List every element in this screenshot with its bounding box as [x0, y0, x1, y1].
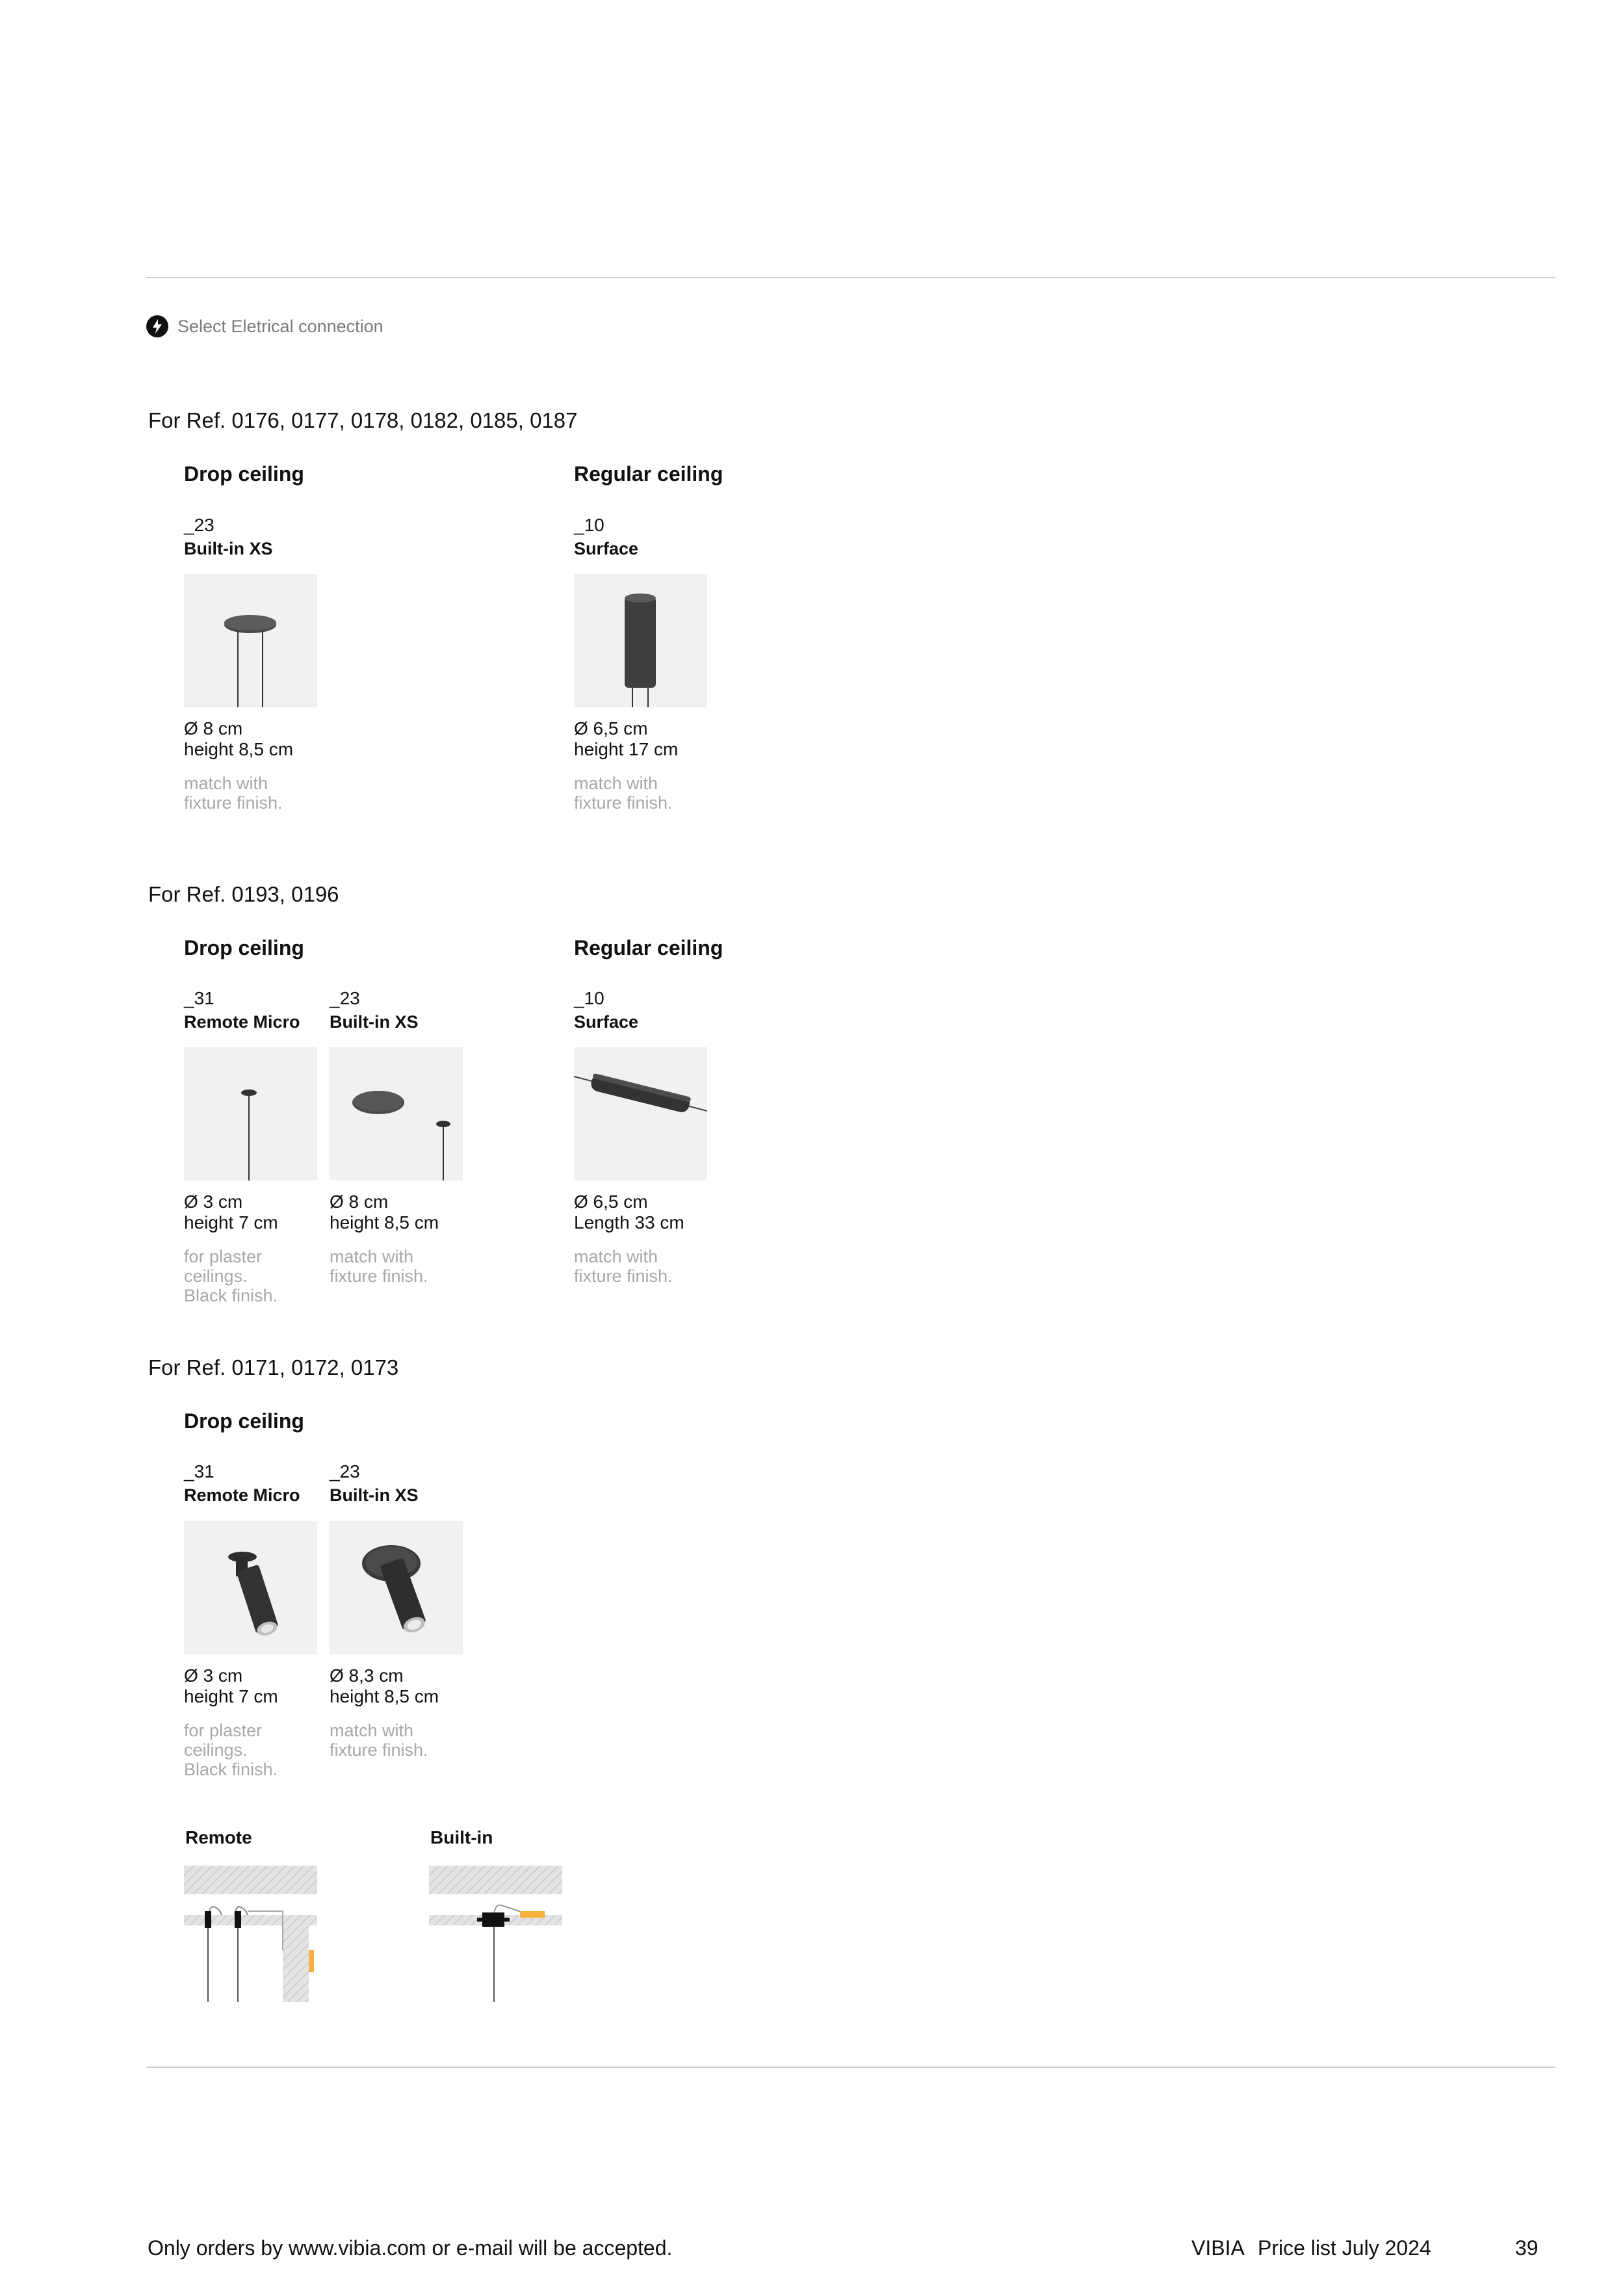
option-note-line: Black finish. [184, 1760, 278, 1779]
product-image-built-in-xs [184, 574, 317, 707]
product-image-remote-micro [184, 1047, 317, 1181]
option-diameter: Ø 8 cm [330, 1192, 389, 1212]
option-height: height 8,5 cm [330, 1686, 439, 1706]
option-note-line: match with [184, 774, 268, 793]
option-height: height 17 cm [574, 739, 679, 759]
option-note-line: match with [330, 1247, 414, 1266]
option-name: Surface [574, 539, 639, 558]
group-title-drop-ceiling: Drop ceiling [184, 462, 304, 486]
option-diameter: Ø 6,5 cm [574, 718, 648, 738]
option-name: Built-in XS [330, 1012, 419, 1032]
option-code: _23 [330, 1461, 360, 1481]
option-code: _23 [184, 515, 214, 535]
diagram-label-built-in: Built-in [430, 1827, 493, 1847]
option-card[interactable] [330, 1460, 419, 1507]
product-image-built-in-xs-spot [330, 1521, 463, 1654]
electrical-connection-hint [146, 315, 383, 337]
product-image-built-in-xs [330, 1047, 463, 1181]
option-note-line: for plaster [184, 1721, 263, 1740]
option-height: height 7 cm [184, 1686, 278, 1706]
option-note-line: Black finish. [184, 1286, 278, 1305]
option-note-line: ceilings. [184, 1266, 248, 1286]
section-title: For Ref. 0176, 0177, 0178, 0182, 0185, 0187 [148, 408, 578, 432]
hint-text: Select Eletrical connection [177, 316, 383, 336]
option-note-line: match with [330, 1721, 414, 1740]
option-code: _10 [574, 988, 604, 1008]
option-note-line: fixture finish. [330, 1266, 428, 1286]
option-height: height 8,5 cm [184, 739, 294, 759]
option-note-line: ceilings. [184, 1740, 248, 1760]
option-note-line: match with [574, 774, 658, 793]
section-title: For Ref. 0193, 0196 [148, 882, 339, 906]
option-height: height 8,5 cm [330, 1212, 439, 1233]
product-image-surface-linear [574, 1047, 707, 1181]
option-note-line: fixture finish. [574, 1266, 673, 1286]
price-list-label: Price list July 2024 [1258, 2236, 1431, 2260]
order-notice: Only orders by www.vibia.com or e-mail will be accepted. [148, 2236, 673, 2260]
driver-marker [520, 1911, 545, 1918]
option-code: _31 [184, 988, 214, 1008]
driver-marker [309, 1950, 314, 1972]
option-note-line: match with [574, 1247, 658, 1266]
section-title: For Ref. 0171, 0172, 0173 [148, 1355, 399, 1379]
option-diameter: Ø 3 cm [184, 1192, 243, 1212]
option-card[interactable] [574, 514, 638, 560]
diagram-label-remote: Remote [185, 1827, 252, 1847]
page-number: 39 [1515, 2236, 1539, 2260]
bottom-divider [146, 2067, 1555, 2068]
option-name: Built-in XS [330, 1485, 419, 1505]
group-title-regular-ceiling: Regular ceiling [574, 462, 723, 486]
option-card[interactable] [184, 1460, 300, 1507]
option-diameter: Ø 8 cm [184, 718, 243, 738]
option-code: _10 [574, 515, 604, 535]
option-note-line: for plaster [184, 1247, 263, 1266]
option-card[interactable] [184, 987, 300, 1034]
product-image-surface [574, 574, 707, 707]
option-name: Remote Micro [184, 1012, 300, 1032]
option-diameter: Ø 6,5 cm [574, 1192, 648, 1212]
option-name: Surface [574, 1012, 639, 1032]
group-title-regular-ceiling: Regular ceiling [574, 936, 723, 959]
option-name: Remote Micro [184, 1485, 300, 1505]
option-height: height 7 cm [184, 1212, 278, 1233]
option-note-line: fixture finish. [330, 1740, 428, 1760]
option-note-line: fixture finish. [184, 793, 283, 813]
option-diameter: Ø 3 cm [184, 1665, 243, 1686]
built-in-installation-diagram [429, 1866, 565, 2005]
option-card[interactable] [574, 987, 638, 1034]
top-divider [146, 277, 1555, 278]
option-name: Built-in XS [184, 539, 273, 558]
brand-name: VIBIA [1191, 2236, 1245, 2260]
option-card[interactable] [184, 514, 273, 560]
product-image-remote-micro-spot [184, 1521, 317, 1654]
option-code: _23 [330, 988, 360, 1008]
bolt-icon [146, 315, 168, 337]
remote-installation-diagram [184, 1866, 320, 2005]
option-card[interactable] [330, 987, 419, 1034]
option-length: Length 33 cm [574, 1212, 684, 1233]
group-title-drop-ceiling: Drop ceiling [184, 936, 304, 959]
option-code: _31 [184, 1461, 214, 1481]
option-diameter: Ø 8,3 cm [330, 1665, 404, 1686]
group-title-drop-ceiling: Drop ceiling [184, 1409, 304, 1433]
option-note-line: fixture finish. [574, 793, 673, 813]
